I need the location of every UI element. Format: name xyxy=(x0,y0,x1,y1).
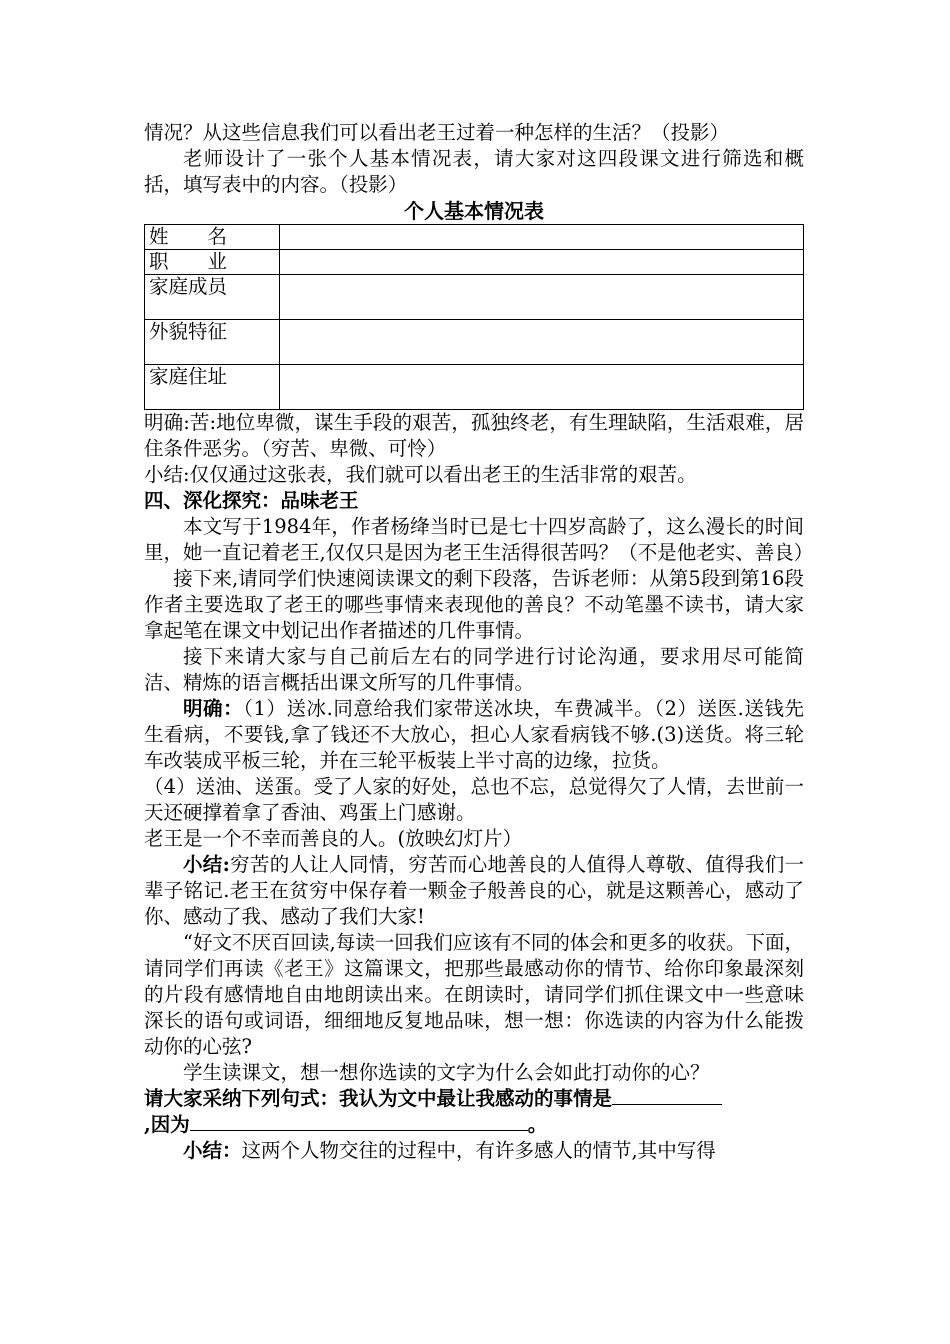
sentence-pattern-a: 请大家采纳下列句式：我认为文中最让我感动的事情是 xyxy=(144,1087,613,1110)
table-row xyxy=(145,250,804,275)
fill-blank-1 xyxy=(612,1086,722,1105)
clarify-paragraph: 明确:苦:地位卑微，谋生手段的艰苦，孤独终老，有生理缺陷，生活艰难，居住条件恶劣。（穷苦、卑微、可怜） xyxy=(144,411,804,460)
sentence-pattern xyxy=(144,1086,804,1138)
clarify-events-text: （1）送冰.同意给我们家带送冰块，车费减半。（2）送医.送钱先生看病，不要钱,拿了钱还不大放心，担心人家看病钱不够.(3)送货。将三轮车改装成平板三轮，并在三轮平板装上半寸高的边缘，拉货。 xyxy=(144,697,804,772)
table-row xyxy=(145,275,804,320)
paragraph-5: 学生读课文，想一想你选读的文字为什么会如此打动你的心？ xyxy=(183,1061,710,1084)
row-label-appearance: 外貌特征 xyxy=(145,320,280,365)
summary-paragraph xyxy=(144,852,804,930)
clarify-label: 明确： xyxy=(183,697,244,720)
row-value-job xyxy=(280,250,804,275)
conclusion-paragraph: 小结:仅仅通过这张表，我们就可以看出老王的生活非常的艰苦。 xyxy=(144,463,697,486)
intro-line2: 老师设计了一张个人基本情况表，请大家对这四段课文进行筛选和概括，填写表中的内容。（投影） xyxy=(144,147,804,196)
row-value-name xyxy=(280,225,804,250)
document-page xyxy=(144,120,814,1164)
summary-text: 穷苦的人让人同情，穷苦而心地善良的人值得人尊敬、值得我们一辈子铭记.老王在贫穷中保存着一颗金子般善良的心，就是这颗善心，感动了你、感动了我、感动了我们大家! xyxy=(144,853,804,928)
table-title: 个人基本情况表 xyxy=(404,199,544,223)
event-item-4: （4）送油、送蛋。受了人家的好处，总也不忘，总觉得欠了人情，去世前一天还硬撑着拿了香油、鸡蛋上门感谢。 xyxy=(144,775,804,824)
sentence-pattern-b: ,因为 xyxy=(144,1113,190,1136)
clarify-events xyxy=(144,696,804,774)
row-value-family xyxy=(280,275,804,320)
paragraph-1: 本文写于1984年，作者杨绛当时已是七十四岁高龄了，这么漫长的时间里，她一直记着老王,仅仅只是因为老王生活得很苦吗？（不是他老实、善良） xyxy=(144,515,814,564)
row-value-address xyxy=(280,365,804,410)
section-heading: 四、深化探究：品味老王 xyxy=(144,489,359,512)
row-value-appearance xyxy=(280,320,804,365)
intro-line1: 情况？从这些信息我们可以看出老王过着一种怎样的生活？（投影） xyxy=(144,121,730,144)
summary2-text: 这两个人物交往的过程中，有许多感人的情节,其中写得 xyxy=(241,1139,716,1162)
table-row xyxy=(145,320,804,365)
row-label-name: 姓 名 xyxy=(145,225,280,250)
paragraph-3: 接下来请大家与自己前后左右的同学进行讨论沟通，要求用尽可能简洁、精炼的语言概括出课文所写的几件事情。 xyxy=(144,645,804,694)
table-row xyxy=(145,225,804,250)
paragraph-4: “好文不厌百回读,每读一回我们应该有不同的体会和更多的收获。下面，请同学们再读《老王》这篇课文，把那些最感动你的情节、给你印象最深刻的片段有感情地自由地朗读出来。在朗读时，请同学们抓住课文中一些意味深长的语句或词语，细细地反复地品味，想一想：你选读的内容为什么能拨动你的心弦? xyxy=(144,931,804,1058)
personal-info-table xyxy=(144,224,804,410)
table-row xyxy=(145,365,804,410)
summary-label: 小结: xyxy=(183,853,230,876)
row-label-job: 职 业 xyxy=(145,250,280,275)
summary2-label: 小结： xyxy=(183,1139,242,1162)
row-label-family: 家庭成员 xyxy=(145,275,280,320)
sentence-end: 。 xyxy=(527,1113,548,1136)
paragraph-2: 接下来,请同学们快速阅读课文的剩下段落，告诉老师：从第5段到第16段作者主要选取了老王的哪些事情来表现他的善良？不动笔墨不读书，请大家拿起笔在课文中划记出作者描述的几件事情。 xyxy=(144,567,804,642)
summary2-paragraph xyxy=(144,1138,804,1164)
row-label-address: 家庭住址 xyxy=(145,365,280,410)
fill-blank-2 xyxy=(190,1112,528,1131)
character-line: 老王是一个不幸而善良的人。(放映幻灯片） xyxy=(144,827,523,850)
